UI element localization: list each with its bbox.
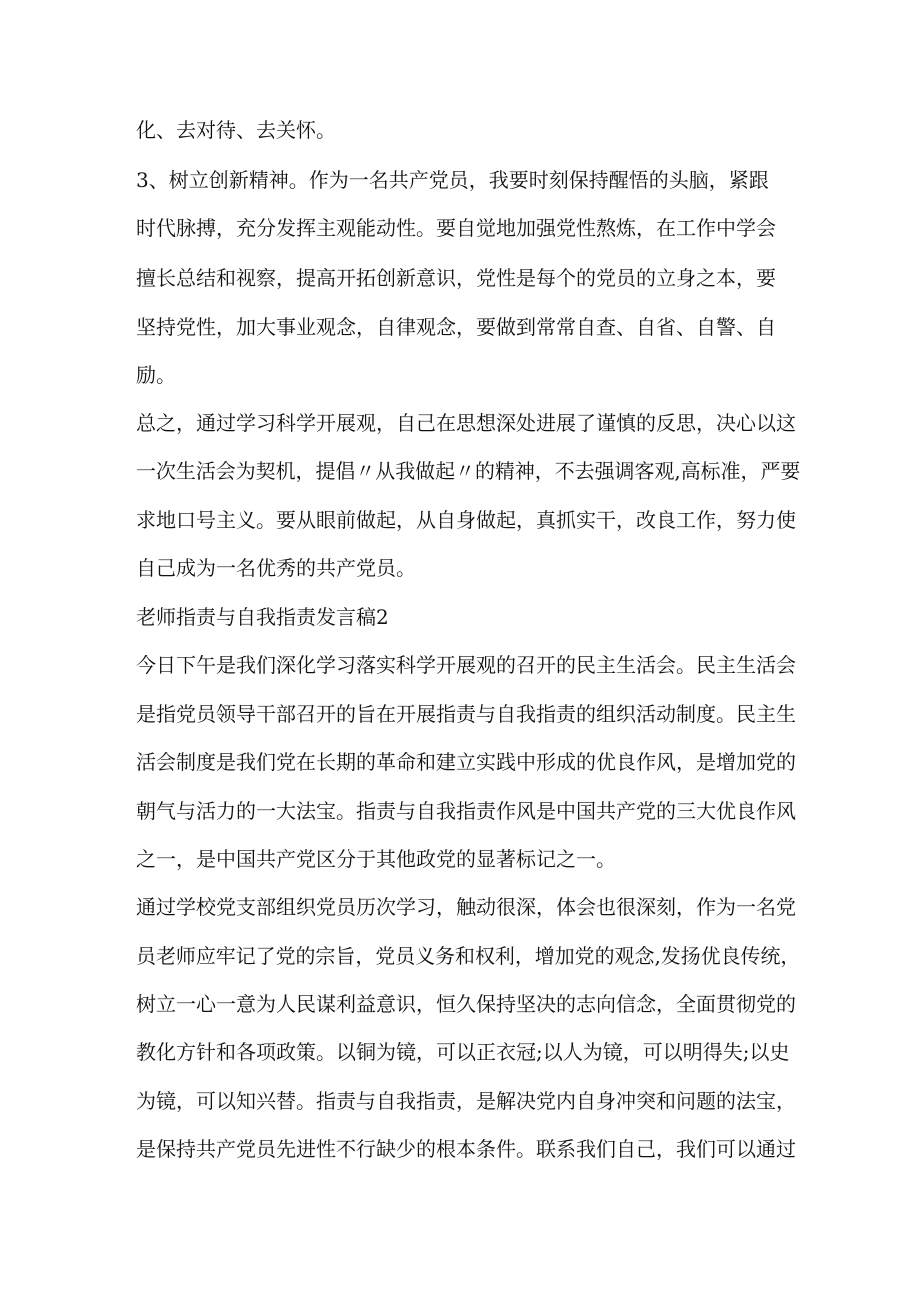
text-line: 求地口号主义。要从眼前做起，从自身做起，真抓实干，改良工作，努力使 [136, 508, 796, 532]
text-line: 自己成为一名优秀的共产党员。 [136, 556, 416, 580]
text-line: 励。 [136, 363, 176, 387]
text-line: 今日下午是我们深化学习落实科学开展观的召开的民主生活会。民主生活会 [136, 653, 796, 677]
text-line: 擅长总结和视察，提高开拓创新意识，党性是每个的党员的立身之本，要 [136, 266, 776, 290]
text-line: 一次生活会为契机，提倡〃从我做起〃的精神，不去强调客观,高标准，严要 [136, 459, 801, 483]
text-line: 3、树立创新精神。作为一名共产党员，我要时刻保持醒悟的头脑，紧跟 [136, 168, 769, 192]
text-line: 活会制度是我们党在长期的革命和建立实践中形成的优良作风，是增加党的 [136, 750, 796, 774]
text-line: 树立一心一意为人民谋利益意识，恒久保持坚决的志向信念，全面贯彻党的 [136, 992, 796, 1016]
text-line: 坚持党性，加大事业观念，自律观念，要做到常常自查、自省、自警、自 [136, 315, 776, 339]
text-line: 总之，通过学习科学开展观，自己在思想深处进展了谨慎的反思，决心以这 [136, 411, 796, 435]
text-line: 朝气与活力的一大法宝。指责与自我指责作风是中国共产党的三大优良作风 [136, 799, 796, 823]
text-line: 是保持共产党员先进性不行缺少的根本条件。联系我们自己，我们可以通过 [136, 1137, 796, 1161]
text-line: 化、去对待、去关怀。 [136, 118, 336, 142]
text-line: 为镜，可以知兴替。指责与自我指责，是解决党内自身冲突和问题的法宝， [136, 1089, 796, 1113]
text-line: 教化方针和各项政策。以铜为镜，可以正衣冠;以人为镜，可以明得失;以史 [136, 1040, 790, 1064]
section-heading: 老师指责与自我指责发言稿2 [136, 605, 389, 629]
text-line: 时代脉搏，充分发挥主观能动性。要自觉地加强党性熬炼，在工作中学会 [136, 216, 776, 240]
text-line: 通过学校党支部组织党员历次学习，触动很深，体会也很深刻，作为一名党 [136, 895, 796, 919]
text-line: 之一，是中国共产党区分于其他政党的显著标记之一。 [136, 847, 616, 871]
text-line: 是指党员领导干部召开的旨在开展指责与自我指责的组织活动制度。民主生 [136, 702, 796, 726]
text-line: 员老师应牢记了党的宗旨，党员义务和权利，增加党的观念,发扬优良传统， [136, 944, 801, 968]
